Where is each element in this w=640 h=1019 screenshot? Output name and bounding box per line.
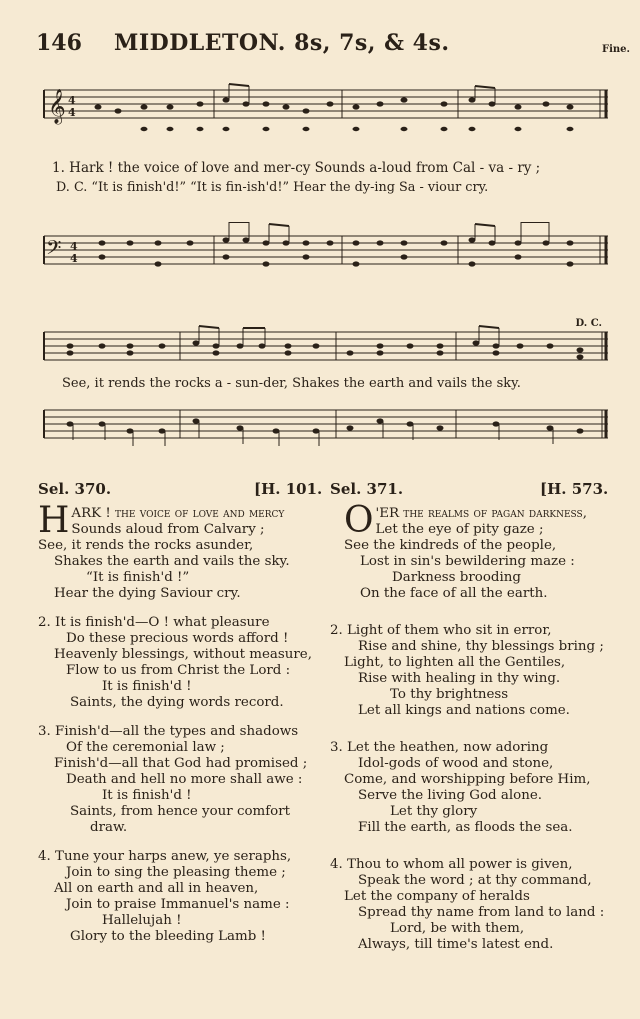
verse-line: Lost in sin's bewildering maze : [360, 554, 575, 569]
verse-line: Always, till time's latest end. [358, 937, 554, 952]
bass-staff-system-2 [40, 400, 610, 450]
svg-text:4: 4 [68, 106, 76, 119]
left-verse-1 [38, 500, 322, 602]
verse-line: Lord, be with them, [390, 921, 525, 936]
verse-line: Come, and worshipping before Him, [344, 772, 591, 787]
verse-line: Speak the word ; at thy command, [358, 873, 592, 888]
verse-line: Light, to lighten all the Gentiles, [344, 655, 566, 670]
svg-text:4: 4 [68, 94, 76, 107]
drop-cap: H [38, 500, 70, 541]
verse-line: 3. Finish'd—all the types and shadows [38, 724, 299, 739]
verse-line: Death and hell no more shall awe : [66, 772, 303, 787]
left-hymn-ref: [H. 101. [254, 480, 323, 498]
verse-line: On the face of all the earth. [360, 586, 548, 601]
page-header [36, 30, 604, 60]
verse-line: To thy brightness [390, 687, 509, 702]
verse-line: Flow to us from Christ the Lord : [66, 663, 291, 678]
verse-line: It is finish'd ! [102, 679, 192, 694]
verse-line: See, it rends the rocks asunder, [38, 538, 254, 553]
left-verse-4 [38, 849, 322, 945]
left-sel-number: Sel. 370. [38, 480, 112, 498]
verse-line: Heavenly blessings, without measure, [54, 647, 312, 662]
svg-text:𝄢: 𝄢 [46, 236, 62, 264]
verse-line: Sounds aloud from Calvary ; [71, 522, 265, 537]
verse-line: 3. Let the heathen, now adoring [330, 740, 549, 755]
left-verse-3 [38, 724, 322, 836]
right-hymn-ref: [H. 573. [540, 480, 609, 498]
svg-text:4: 4 [70, 240, 78, 253]
treble-staff-system-1 [40, 82, 610, 142]
right-verse-1 [344, 500, 614, 602]
verse-line: Fill the earth, as floods the sea. [358, 820, 573, 835]
right-hymn-text [330, 500, 614, 953]
tune-title: MIDDLETON. 8s, 7s, & 4s. [114, 30, 450, 56]
verse-line: Let the company of heralds [344, 889, 530, 904]
verse-line: Darkness brooding [392, 570, 521, 585]
verse-line: Rise and shine, thy blessings bring ; [358, 639, 604, 654]
verse-line: 'ER the realms of pagan darkness, [375, 506, 587, 521]
left-verse-2 [38, 615, 322, 711]
verse-line: Let all kings and nations come. [358, 703, 570, 718]
right-verse-4 [330, 857, 614, 953]
bass-staff-system-1 [40, 222, 610, 282]
verse-line: Idol-gods of wood and stone, [358, 756, 554, 771]
right-sel-number: Sel. 371. [330, 480, 404, 498]
svg-text:𝄞: 𝄞 [48, 89, 66, 124]
treble-staff-system-2 [40, 322, 610, 372]
verse-line: Spread thy name from land to land : [358, 905, 605, 920]
verse-line: It is finish'd ! [102, 788, 192, 803]
verse-line: Saints, the dying words record. [70, 695, 284, 710]
verse-line: Finish'd—all that God had promised ; [54, 756, 308, 771]
verse-line: Let the eye of pity gaze ; [375, 522, 544, 537]
verse-line: All on earth and all in heaven, [54, 881, 259, 896]
verse-line: Serve the living God alone. [358, 788, 543, 803]
lyrics-line-3: See, it rends the rocks a - sun-der, Shakes the earth and vails the sky. [62, 376, 521, 391]
drop-cap: O [344, 500, 374, 541]
verse-line: Shakes the earth and vails the sky. [54, 554, 290, 569]
verse-line: See the kindreds of the people, [344, 538, 557, 553]
verse-line: draw. [90, 820, 128, 835]
svg-text:4: 4 [70, 252, 78, 265]
verse-line: 2. It is finish'd—O ! what pleasure [38, 615, 270, 630]
verse-line: Hallelujah ! [102, 913, 182, 928]
right-verse-2 [330, 623, 614, 719]
verse-line: Of the ceremonial law ; [66, 740, 225, 755]
verse-line: 2. Light of them who sit in error, [330, 623, 552, 638]
verse-line: Glory to the bleeding Lamb ! [70, 929, 266, 944]
verse-line: Join to sing the pleasing theme ; [66, 865, 286, 880]
verse-line: 4. Tune your harps anew, ye seraphs, [38, 849, 292, 864]
verse-line: Let thy glory [390, 804, 478, 819]
verse-line: ARK ! the voice of love and mercy [71, 506, 285, 521]
verse-line: Do these precious words afford ! [66, 631, 289, 646]
verse-line: Rise with healing in thy wing. [358, 671, 561, 686]
verse-line: 4. Thou to whom all power is given, [330, 857, 573, 872]
verse-line: Join to praise Immanuel's name : [66, 897, 290, 912]
left-hymn-text [38, 500, 322, 945]
lyrics-line-2: D. C. “It is finish'd!” “It is fin-ish'd!” Hear the dy-ing Sa - viour cry. [56, 180, 489, 195]
verse-line: Hear the dying Saviour cry. [54, 586, 241, 601]
page-number: 146 [36, 30, 82, 56]
lyrics-line-1: 1. Hark ! the voice of love and mer-cy Sounds a-loud from Cal - va - ry ; [52, 160, 541, 176]
verse-line: Saints, from hence your comfort [70, 804, 291, 819]
right-verse-3 [330, 740, 614, 836]
dc-mark: D. C. [575, 318, 602, 329]
verse-line: “It is finish'd !” [86, 570, 190, 585]
fine-mark: Fine. [601, 44, 630, 55]
